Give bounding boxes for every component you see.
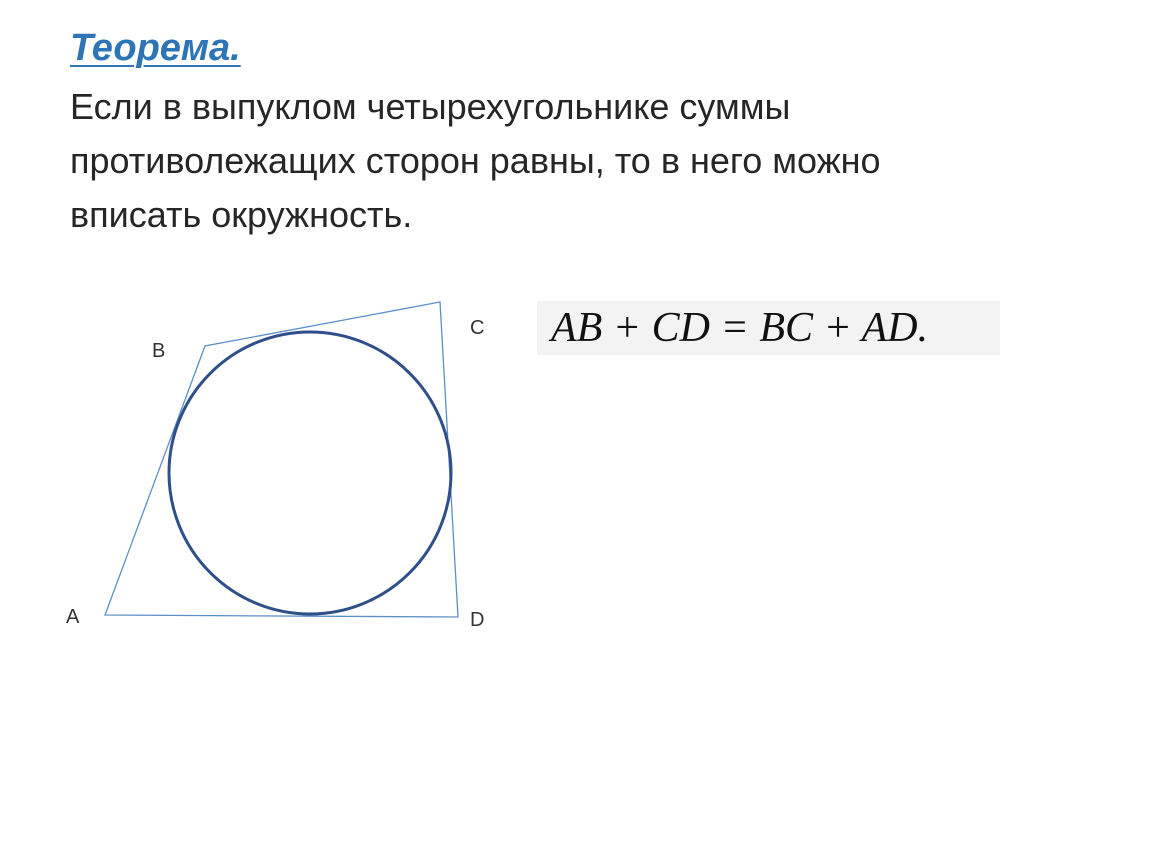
vertex-label-c: C bbox=[470, 317, 485, 339]
vertex-label-a: A bbox=[66, 606, 80, 628]
statement-line-3: вписать окружность. bbox=[70, 194, 413, 235]
formula: AB + CD = BC + AD. bbox=[537, 301, 1000, 355]
statement-line-1: Если в выпуклом четырехугольнике суммы bbox=[70, 86, 791, 127]
vertex-label-d: D bbox=[470, 609, 485, 631]
inscribed-circle bbox=[169, 332, 451, 614]
statement-line-2: противолежащих сторон равны, то в него можно bbox=[70, 140, 881, 181]
theorem-heading: Теорема. bbox=[70, 27, 241, 69]
vertex-label-b: B bbox=[152, 340, 166, 362]
